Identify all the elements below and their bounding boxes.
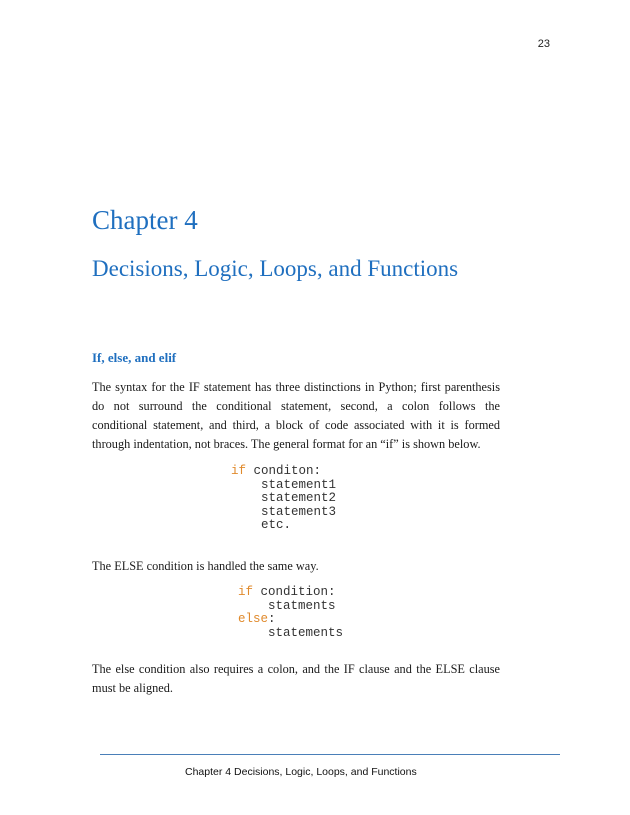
code-condition: conditon: bbox=[246, 464, 322, 478]
code-statement: statments bbox=[268, 598, 336, 613]
page-number: 23 bbox=[537, 38, 550, 50]
code-block-if bbox=[231, 465, 336, 533]
code-statement: statement3 bbox=[261, 504, 337, 519]
else-paragraph: The ELSE condition is handled the same way. bbox=[92, 559, 319, 573]
code-keyword: if bbox=[238, 585, 254, 599]
code-block-else bbox=[238, 586, 343, 640]
text-line: conditional statement, and third, a block of code associated with it is formed bbox=[92, 418, 500, 432]
text-line: must be aligned. bbox=[92, 681, 173, 695]
footer-rule bbox=[100, 754, 560, 755]
section-heading: If, else, and elif bbox=[92, 350, 177, 365]
text-line: do not surround the conditional statement, second, a colon follows the bbox=[92, 399, 500, 413]
code-keyword: else bbox=[238, 612, 269, 626]
text-line: through indentation, not braces. The general format for an “if” is shown below. bbox=[92, 437, 481, 451]
code-colon: : bbox=[268, 612, 276, 626]
alignment-paragraph bbox=[92, 660, 500, 698]
intro-paragraph bbox=[92, 378, 500, 454]
code-statement: etc. bbox=[261, 518, 292, 532]
chapter-number: Chapter 4 bbox=[92, 205, 198, 235]
code-condition: condition: bbox=[253, 585, 336, 599]
code-keyword: if bbox=[231, 464, 247, 478]
chapter-title: Decisions, Logic, Loops, and Functions bbox=[92, 256, 459, 281]
code-statement: statement1 bbox=[261, 477, 337, 492]
text-line: The else condition also requires a colon, and the IF clause and the ELSE clause bbox=[92, 662, 500, 676]
code-statement: statement2 bbox=[261, 491, 337, 505]
code-statement: statements bbox=[268, 625, 344, 640]
text-line: The syntax for the IF statement has three distinctions in Python; first parenthesis bbox=[92, 380, 500, 394]
footer-text: Chapter 4 Decisions, Logic, Loops, and Functions bbox=[185, 766, 417, 778]
